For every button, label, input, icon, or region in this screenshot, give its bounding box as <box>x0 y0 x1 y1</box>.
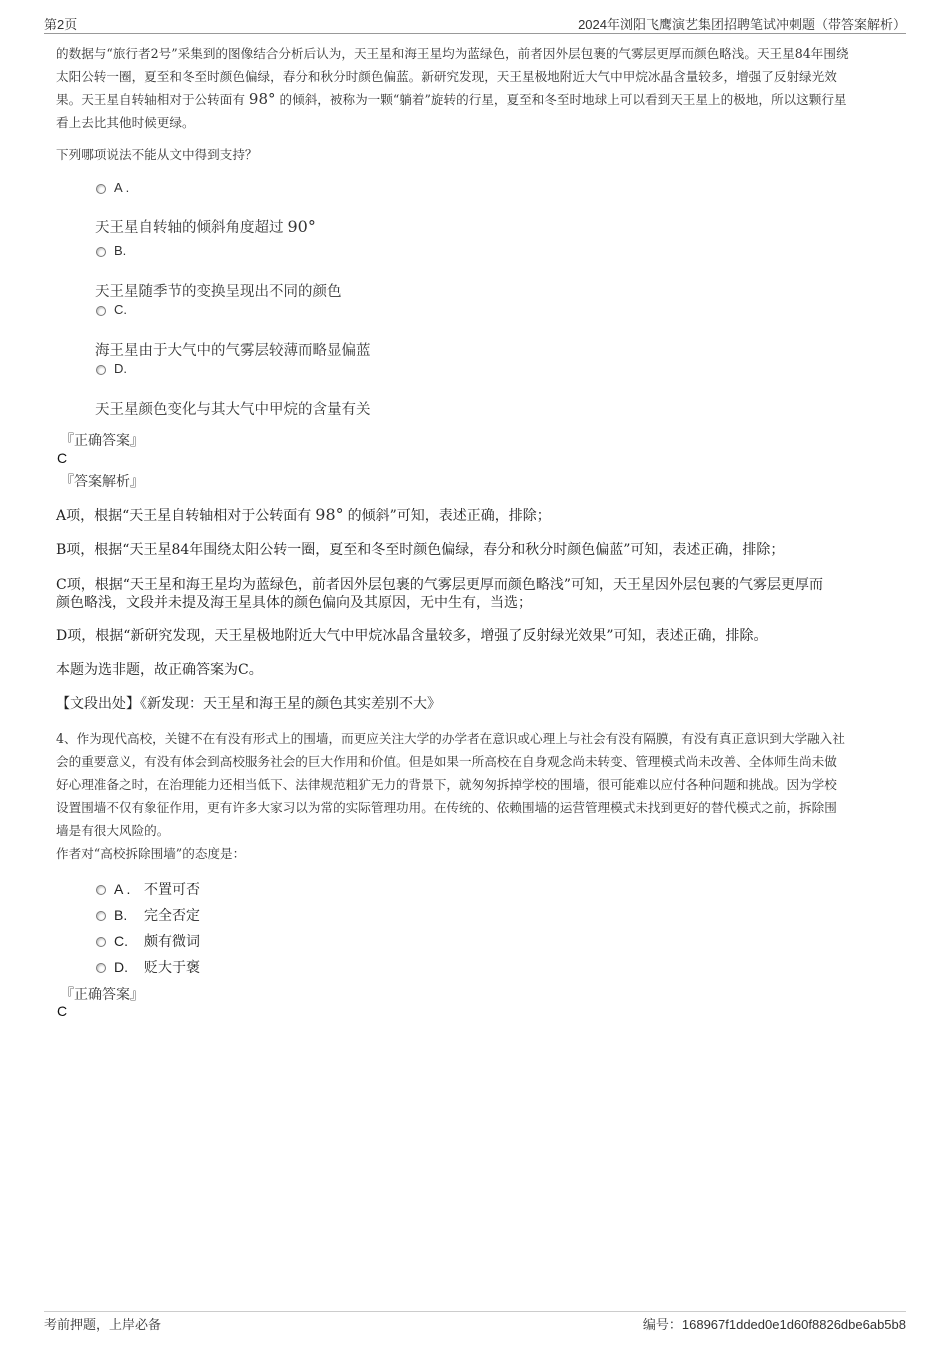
q4-passage-line: 4、作为现代高校，关键不在有没有形式上的围墙，而更应关注大学的办学者在意识或心理上与社会有没有隔膜，有没有真正意识到大学融入社 <box>56 731 845 746</box>
analysis-text: 的倾斜”可知，表述正确，排除； <box>347 508 551 524</box>
q3-option-b-text: 天王星随季节的变换呈现出不同的颜色 <box>95 284 342 300</box>
option-text: 完全否定 <box>144 908 200 924</box>
q3-passage-line <box>56 88 896 111</box>
analysis-line: C项，根据“天王星和海王星均为蓝绿色，前者因外层包裹的气雾层更厚而颜色略浅”可知，天王星因外层包裹的气雾层更厚而 <box>56 577 824 593</box>
q4-answer: C <box>57 1003 68 1019</box>
q3-option-c-radio-row[interactable] <box>96 302 127 317</box>
q4-option-d[interactable] <box>96 957 200 977</box>
q4-answer-label: 『正确答案』 <box>60 987 144 1003</box>
option-letter: B. <box>114 907 128 923</box>
q3-passage-line: 的数据与“旅行者2号”采集到的图像结合分析后认为，天王星和海王星均为蓝绿色，前者因外层包裹的气雾层更厚而颜色略浅。天王星84年围绕 <box>56 46 849 61</box>
serial-label: 编号： <box>642 1317 682 1332</box>
serial-value: 168967f1dded0e1d60f8826dbe6ab5b8 <box>681 1317 906 1332</box>
q3-option-a-text <box>95 216 320 237</box>
q3-option-d-text: 天王星颜色变化与其大气中甲烷的含量有关 <box>95 402 371 418</box>
q3-analysis-c <box>56 576 901 612</box>
q3-option-b-radio-row[interactable] <box>96 243 126 258</box>
q4-option-c[interactable] <box>96 931 200 951</box>
q3-analysis-b: B项，根据“天王星84年围绕太阳公转一圈，夏至和冬至时颜色偏绿，春分和秋分时颜色偏蓝”可知，表述正确，排除； <box>56 542 785 558</box>
page-number: 第2页 <box>44 17 78 32</box>
q4-passage-line: 会的重要意义，有没有体会到高校服务社会的巨大作用和价值。但是如果一所高校在自身观念尚未转变、管理模式尚未改善、全体师生尚未做 <box>56 754 837 769</box>
q3-passage-line: 太阳公转一圈，夏至和冬至时颜色偏绿，春分和秋分时颜色偏蓝。新研究发现，天王星极地附近大气中甲烷冰晶含量较多，增强了反射绿光效 <box>56 69 837 84</box>
option-letter: D. <box>114 361 127 376</box>
q3-passage <box>56 42 896 134</box>
document-title: 2024年浏阳飞鹰演艺集团招聘笔试冲刺题（带答案解析） <box>578 17 906 32</box>
q3-answer: C <box>57 450 68 466</box>
q3-analysis-label: 『答案解析』 <box>60 474 144 490</box>
option-letter: C. <box>114 933 128 949</box>
footer-divider <box>44 1311 906 1312</box>
option-letter: A . <box>114 881 131 897</box>
option-text: 不置可否 <box>144 882 200 898</box>
analysis-text: A项，根据“天王星自转轴相对于公转面有 <box>56 508 312 524</box>
q3-passage-math: 98° <box>248 90 276 108</box>
q3-analysis-d: D项，根据“新研究发现，天王星极地附近大气中甲烷冰晶含量较多，增强了反射绿光效果”可知，表述正确，排除。 <box>56 628 768 644</box>
radio-icon[interactable] <box>96 963 106 973</box>
q4-passage-line: 设置围墙不仅有象征作用，更有许多大家习以为常的实际管理功用。在传统的、依赖围墙的运营管理模式未找到更好的替代模式之前，拆除围 <box>56 800 837 815</box>
radio-icon[interactable] <box>96 306 106 316</box>
option-letter: B. <box>114 243 127 258</box>
option-letter: A . <box>114 180 130 195</box>
header-divider <box>44 33 906 34</box>
radio-icon[interactable] <box>96 247 106 257</box>
option-letter: C. <box>114 302 127 317</box>
option-text: 贬大于褒 <box>144 960 200 976</box>
q4-option-b[interactable] <box>96 905 200 925</box>
q3-option-a-radio-row[interactable] <box>96 180 129 195</box>
q3-passage-line: 看上去比其他时候更绿。 <box>56 115 195 130</box>
radio-icon[interactable] <box>96 365 106 375</box>
q4-passage-line: 好心理准备之时，在治理能力还相当低下、法律规范粗犷无力的背景下，就匆匆拆掉学校的围墙，很可能难以应付各种问题和挑战。因为学校 <box>56 777 837 792</box>
footer-slogan: 考前押题，上岸必备 <box>44 1317 162 1332</box>
radio-icon[interactable] <box>96 911 106 921</box>
option-math: 90° <box>287 217 316 236</box>
q4-question: 作者对“高校拆除围墙”的态度是： <box>56 846 246 861</box>
q3-passage-text: 的倾斜，被称为一颗“躺着”旋转的行星，夏至和冬至时地球上可以看到天王星上的极地，所以这颗行星 <box>279 92 847 107</box>
radio-icon[interactable] <box>96 184 106 194</box>
q3-option-d-radio-row[interactable] <box>96 361 127 376</box>
q4-passage <box>56 727 896 842</box>
option-letter: D. <box>114 959 128 975</box>
q4-passage-line: 墙是有很大风险的。 <box>56 823 170 838</box>
q3-conclusion: 本题为选非题，故正确答案为C。 <box>56 662 263 678</box>
analysis-math: 98° <box>315 505 344 524</box>
analysis-line: 颜色略浅，文段并未提及海王星具体的颜色偏向及其原因，无中生有，当选； <box>56 595 532 611</box>
q3-option-c-text: 海王星由于大气中的气雾层较薄而略显偏蓝 <box>95 343 371 359</box>
radio-icon[interactable] <box>96 937 106 947</box>
q3-source: 【文段出处】《新发现：天王星和海王星的颜色其实差别不大》 <box>56 696 441 712</box>
q3-question: 下列哪项说法不能从文中得到支持？ <box>56 147 258 162</box>
radio-icon[interactable] <box>96 885 106 895</box>
option-text: 天王星自转轴的倾斜角度超过 <box>95 220 284 236</box>
footer-serial <box>643 1314 906 1333</box>
q3-passage-text: 果。天王星自转轴相对于公转面有 <box>56 92 245 107</box>
q4-option-a[interactable] <box>96 879 200 899</box>
q3-answer-label: 『正确答案』 <box>60 433 144 449</box>
q3-analysis-a <box>56 506 901 525</box>
option-text: 颇有微词 <box>144 934 200 950</box>
